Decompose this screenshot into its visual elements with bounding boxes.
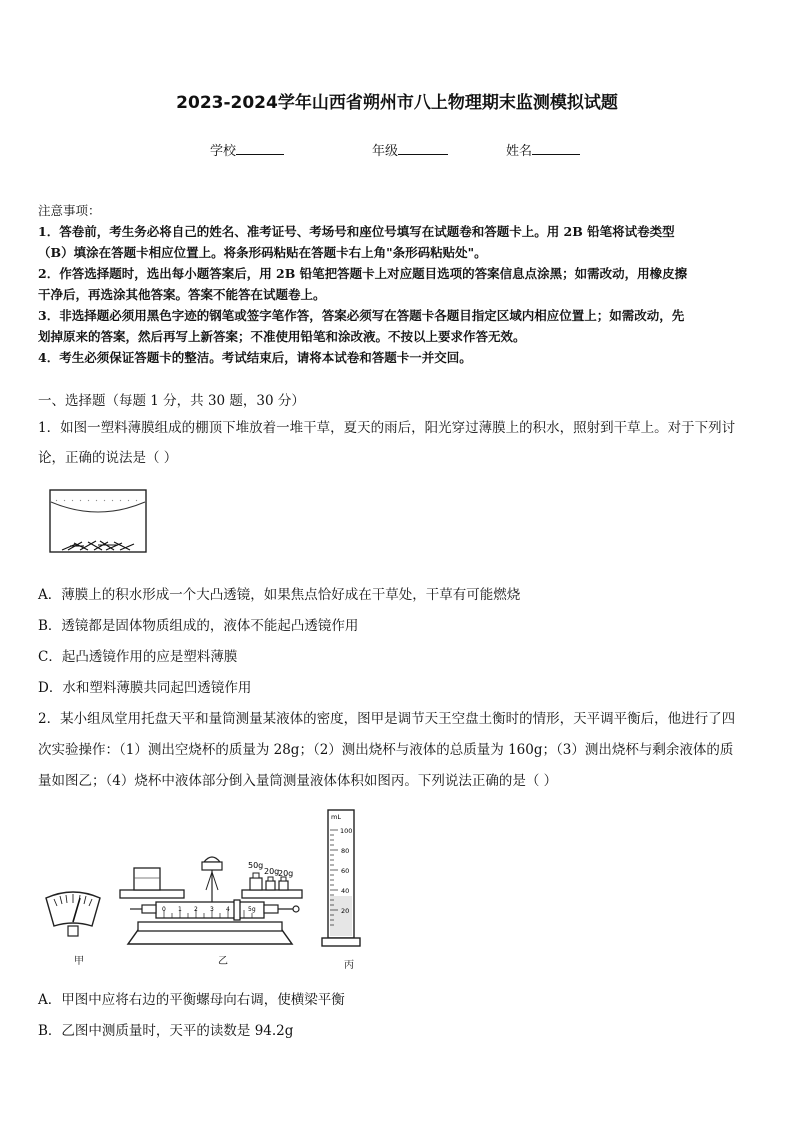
q1-option-c: C．起凸透镜作用的应是塑料薄膜 (38, 649, 238, 665)
cylinder-tick-80: 80 (341, 847, 350, 855)
water-dots (56, 500, 137, 501)
right-pan (242, 890, 302, 898)
scale-label-5: 5g (248, 906, 256, 913)
weight-label-20g: 20g (278, 869, 294, 878)
name-label: 姓名 (506, 144, 533, 159)
school-field (210, 140, 284, 159)
balance-base (128, 930, 292, 944)
q1-option-d: D．水和塑料薄膜共同起凹透镜作用 (38, 680, 252, 696)
q1-option-a: A．薄膜上的积水形成一个大凸透镜，如果焦点恰好成在干草处，干草有可能燃烧 (38, 587, 521, 603)
grade-blank (398, 142, 448, 155)
cylinder-tick-100: 100 (340, 827, 353, 835)
cylinder-tick-60: 60 (341, 867, 350, 875)
scale-label-3: 3 (210, 906, 214, 913)
page-title: 2023-2024学年山西省朔州市八上物理期末监测模拟试题 (176, 93, 618, 113)
weight-label-20g: 20g (264, 867, 280, 876)
greenhouse-frame (50, 490, 146, 552)
weight-20g-b (279, 881, 288, 890)
school-label: 学校 (210, 144, 237, 159)
cylinder-tick-20: 20 (341, 907, 350, 915)
scale-label-4: 4 (226, 906, 230, 913)
scale-label-1: 1 (178, 906, 182, 913)
grade-field (372, 140, 448, 159)
hay-pile (62, 541, 134, 550)
cylinder-unit: mL (331, 813, 341, 821)
weight-20g-a (266, 881, 275, 890)
scale-label-2: 2 (194, 906, 198, 913)
school-blank (236, 142, 284, 155)
name-blank (532, 142, 580, 155)
q1-option-b: B．透镜都是固体物质组成的，液体不能起凸透镜作用 (38, 618, 359, 634)
balance-pointer-figure (40, 880, 106, 940)
cylinder-tick-40: 40 (341, 887, 350, 895)
cylinder-base (322, 938, 360, 946)
figure-label-bing: 丙 (344, 960, 354, 971)
note-line: 1．答卷前，考生务必将自己的姓名、准考证号、考场号和座位号填写在试题卷和答题卡上。用 2B 铅笔将试卷类型 (38, 224, 675, 239)
balance-figure (112, 850, 308, 948)
notes-heading: 注意事项： (38, 203, 101, 218)
q1-stem: 论，正确的说法是（ ） (38, 450, 178, 466)
grade-label: 年级 (372, 144, 399, 159)
q2-stem: 量如图乙；（4）烧杯中液体部分倒入量筒测量液体体积如图丙。下列说法正确的是（ ） (38, 773, 558, 789)
pointer-cap (204, 857, 220, 862)
q2-option-b: B．乙图中测质量时，天平的读数是 94.2g (38, 1023, 294, 1039)
balance-platform (138, 922, 282, 931)
greenhouse-figure (48, 488, 148, 556)
section-heading: 一、选择题（每题 1 分，共 30 题，30 分） (38, 393, 305, 409)
graduated-cylinder-figure (318, 806, 366, 950)
note-line: 2．作答选择题时，选出每小题答案后，用 2B 铅笔把答题卡上对应题目选项的答案信息点涂黑；如需改动，用橡皮擦 (38, 266, 688, 281)
note-line: 划掉原来的答案，然后再写上新答案；不准使用铅笔和涂改液。不按以上要求作答无效。 (38, 329, 526, 344)
q2-option-a: A．甲图中应将右边的平衡螺母向右调，使横梁平衡 (38, 992, 345, 1008)
left-balance-nut (142, 905, 156, 913)
q2-stem: 2．某小组凤堂用托盘天平和量筒测量某液体的密度，图甲是调节天王空盘土衡时的情形，天平调平衡后，他进行了四 (38, 711, 736, 727)
note-line: （B）填涂在答题卡相应位置上。将条形码粘贴在答题卡右上角"条形码粘贴处"。 (38, 245, 487, 260)
scale-label-0: 0 (162, 906, 166, 913)
weight-50g (250, 878, 262, 890)
name-field (506, 140, 580, 159)
beaker (134, 868, 160, 890)
q2-stem: 次实验操作：（1）测出空烧杯的质量为 28g；（2）测出烧杯与液体的总质量为 160g；（3）测出烧杯与剩余液体的质 (38, 742, 734, 758)
figure-label-yi: 乙 (218, 956, 228, 967)
film-water (51, 502, 145, 512)
note-line: 3．非选择题必须用黑色字迹的钢笔或签字笔作答，答案必须写在答题卡各题目指定区域内相应位置上；如需改动，先 (38, 308, 685, 323)
weight-label-50g: 50g (248, 861, 264, 870)
q1-stem: 1．如图一塑料薄膜组成的棚顶下堆放着一堆干草，夏天的雨后，阳光穿过薄膜上的积水，照射到干草上。对于下列讨 (38, 420, 736, 436)
figure-label-jia: 甲 (74, 956, 84, 967)
cylinder-liquid (330, 896, 352, 936)
right-balance-nut (264, 905, 278, 913)
note-line: 4．考生必须保证答题卡的整洁。考试结束后，请将本试卷和答题卡一并交回。 (38, 350, 472, 365)
rider-weight (234, 900, 240, 920)
left-pan (120, 890, 184, 898)
needle-base (68, 926, 78, 936)
note-line: 干净后，再选涂其他答案。答案不能答在试题卷上。 (38, 287, 326, 302)
